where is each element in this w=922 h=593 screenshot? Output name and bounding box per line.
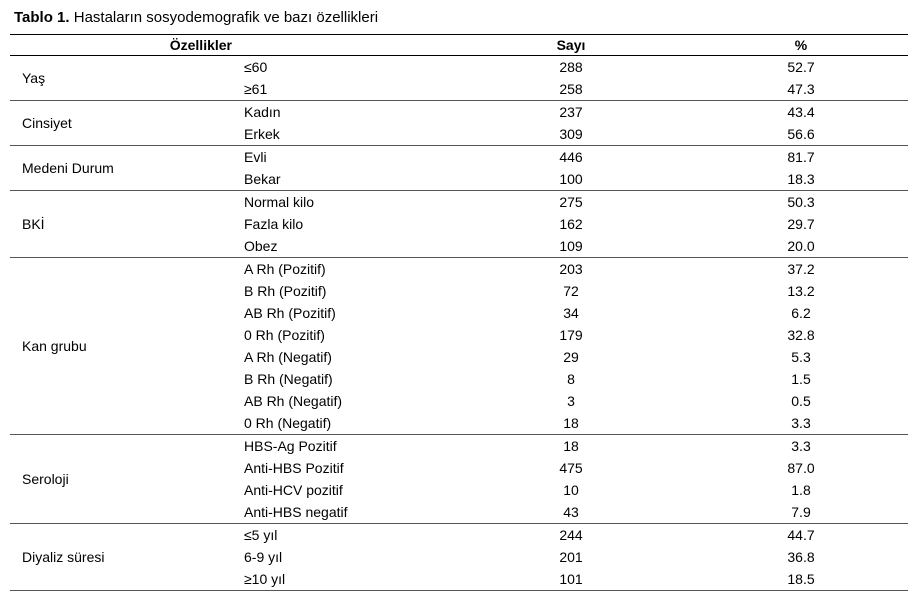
count-cell: 100	[448, 168, 694, 191]
sub-label: ≥10 yıl	[240, 568, 448, 591]
percent-cell: 56.6	[694, 123, 908, 146]
header-spacer	[240, 35, 448, 56]
count-cell: 475	[559, 460, 583, 476]
count-cell: 3	[567, 393, 575, 409]
sub-label: AB Rh (Negatif)	[244, 393, 343, 409]
count-cell: 244	[448, 524, 694, 547]
percent-cell: 3.3	[694, 412, 908, 435]
count-cell: 101	[448, 568, 694, 591]
percent-cell: 18.3	[694, 168, 908, 191]
table-caption	[14, 8, 378, 28]
group-label: Cinsiyet	[10, 101, 240, 146]
group-label: Medeni Durum	[10, 146, 240, 191]
sub-label: 0 Rh (Pozitif)	[244, 327, 325, 343]
demographics-table	[10, 34, 908, 591]
percent-cell: 87.0	[787, 460, 815, 476]
count-cell: 179	[559, 327, 583, 343]
group-label: Kan grubu	[10, 258, 240, 435]
caption-label: Tablo 1.	[14, 9, 70, 26]
percent-cell: 7.9	[694, 501, 908, 524]
percent-cell: 47.3	[694, 78, 908, 101]
percent-cell: 50.3	[694, 191, 908, 214]
count-cell: 309	[448, 123, 694, 146]
sub-label: Erkek	[240, 123, 448, 146]
sub-label: Fazla kilo	[244, 216, 304, 232]
sub-label: B Rh (Negatif)	[244, 371, 333, 387]
count-cell: 72	[563, 283, 579, 299]
sub-label: Evli	[240, 146, 448, 169]
percent-cell: 52.7	[694, 56, 908, 79]
table-row	[10, 191, 908, 214]
sub-label: ≤60	[240, 56, 448, 79]
percent-cell: 36.8	[787, 549, 815, 565]
count-cell: 237	[448, 101, 694, 124]
percent-cell: 0.5	[791, 393, 811, 409]
group-label: Diyaliz süresi	[10, 524, 240, 591]
table-row	[10, 258, 908, 281]
table-row	[10, 524, 908, 547]
count-cell: 162	[559, 216, 583, 232]
sub-label: A Rh (Pozitif)	[240, 258, 448, 281]
sub-label: 0 Rh (Negatif)	[240, 412, 448, 435]
percent-cell: 37.2	[694, 258, 908, 281]
table-body	[10, 56, 908, 591]
group-label: Seroloji	[10, 435, 240, 524]
percent-cell: 43.4	[694, 101, 908, 124]
count-cell: 10	[563, 482, 579, 498]
percent-cell: 6.2	[791, 305, 811, 321]
percent-cell: 32.8	[787, 327, 815, 343]
table-row	[10, 146, 908, 169]
count-cell: 275	[448, 191, 694, 214]
sub-label: HBS-Ag Pozitif	[240, 435, 448, 458]
percent-cell: 44.7	[694, 524, 908, 547]
percent-cell: 18.5	[694, 568, 908, 591]
percent-cell: 13.2	[787, 283, 815, 299]
header-count: Sayı	[448, 35, 694, 56]
sub-label: Bekar	[240, 168, 448, 191]
sub-label: A Rh (Negatif)	[244, 349, 332, 365]
sub-label: Anti-HCV pozitif	[244, 482, 343, 498]
count-cell: 446	[448, 146, 694, 169]
sub-label: Obez	[240, 235, 448, 258]
sub-label: B Rh (Pozitif)	[244, 283, 327, 299]
table-row	[10, 101, 908, 124]
percent-cell: 5.3	[791, 349, 811, 365]
group-label: Yaş	[10, 56, 240, 101]
group-label: BKİ	[10, 191, 240, 258]
sub-label: Anti-HBS Pozitif	[244, 460, 344, 476]
percent-cell: 29.7	[787, 216, 815, 232]
sub-label: ≥61	[240, 78, 448, 101]
sub-label: 6-9 yıl	[244, 549, 283, 565]
percent-cell: 20.0	[694, 235, 908, 258]
percent-cell: 1.8	[791, 482, 811, 498]
count-cell: 18	[448, 412, 694, 435]
table-row	[10, 435, 908, 458]
header-features: Özellikler	[10, 35, 240, 56]
count-cell: 34	[563, 305, 579, 321]
count-cell: 288	[448, 56, 694, 79]
sub-label: Normal kilo	[240, 191, 448, 214]
header-percent: %	[694, 35, 908, 56]
count-cell: 29	[563, 349, 579, 365]
percent-cell: 3.3	[694, 435, 908, 458]
sub-label: AB Rh (Pozitif)	[244, 305, 336, 321]
percent-cell: 1.5	[791, 371, 811, 387]
count-cell: 43	[448, 501, 694, 524]
sub-label: Kadın	[240, 101, 448, 124]
count-cell: 203	[448, 258, 694, 281]
header-row	[10, 35, 908, 56]
count-cell: 201	[559, 549, 583, 565]
caption-text: Hastaların sosyodemografik ve bazı özellikleri	[73, 9, 379, 26]
count-cell: 109	[448, 235, 694, 258]
count-cell: 258	[448, 78, 694, 101]
table-row	[10, 56, 908, 79]
count-cell: 8	[567, 371, 575, 387]
percent-cell: 81.7	[694, 146, 908, 169]
count-cell: 18	[448, 435, 694, 458]
sub-label: Anti-HBS negatif	[240, 501, 448, 524]
sub-label: ≤5 yıl	[240, 524, 448, 547]
